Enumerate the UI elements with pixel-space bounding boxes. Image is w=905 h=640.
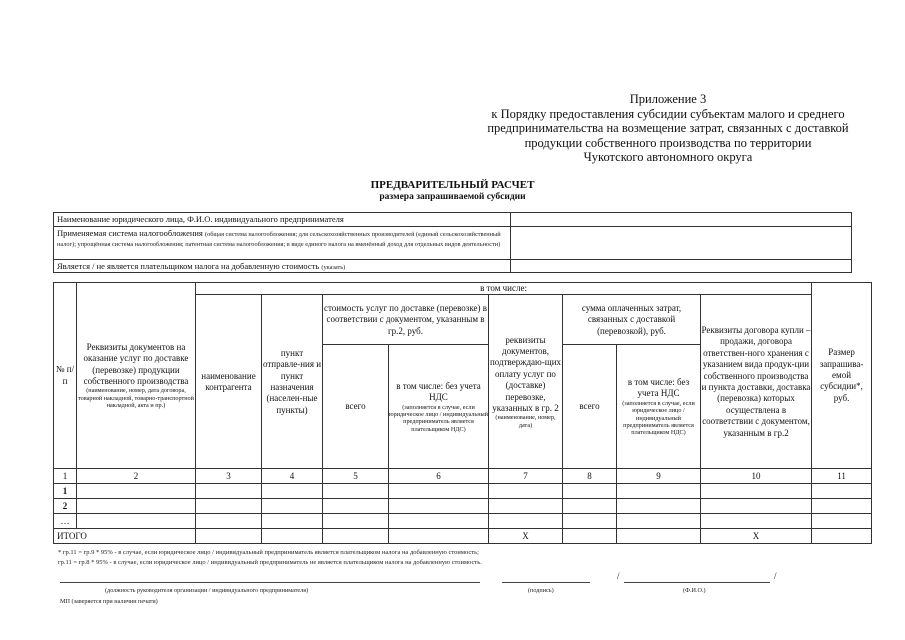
header-paid-total: всего	[563, 345, 617, 469]
header-contract: Реквизиты договора купли – продажи, договора ответствен-ного хранения с указанием вида продук-ции собственного производства и пункта доставки, доставка (перевозка) которых осуществлена в соответствии с документом, указанным в гр.2	[701, 295, 812, 469]
total-label: ИТОГО	[54, 529, 196, 544]
vat-status-cell	[54, 260, 511, 273]
document-subtitle: размера запрашиваемой субсидии	[379, 192, 526, 202]
appendix-line-5: Чукотского автономного округа	[583, 150, 753, 165]
col-number-8: 8	[563, 469, 617, 484]
table-row	[54, 514, 872, 529]
footnote-line-1: * гр.11 = гр.9 * 95% - в случае, если юридическое лицо / индивидуальный предприниматель является плательщиком налога на добавленную стоимость;	[58, 549, 479, 556]
header-documents-main: Реквизиты документов на оказание услуг по доставке (перевозке) продукции собственного производства	[83, 341, 189, 386]
col-number-3: 3	[196, 469, 262, 484]
vat-status-label: Является / не является плательщиком налога на добавленную стоимость	[57, 261, 320, 271]
header-cost-novat	[389, 345, 489, 469]
header-contractor: наименование контрагента	[196, 295, 262, 469]
header-payment-docs-note: (наименование, номер, дата)	[495, 414, 556, 429]
header-subsidy-size: Размер запрашива-емой субсидии*, руб.	[812, 283, 872, 469]
separator-slash-1: /	[617, 571, 620, 581]
total-row	[54, 529, 872, 544]
table-row	[54, 499, 872, 514]
footnote-line-2: гр.11 = гр.8 * 95% - в случае, если юридическое лицо / индивидуальный предприниматель не является плательщиком налога на добавленную стоимость.	[58, 559, 482, 566]
appendix-line-4: продукции собственного производства по территории	[524, 135, 812, 150]
tax-system-value-cell[interactable]	[511, 227, 852, 260]
fio-caption: (Ф.И.О.)	[683, 587, 706, 594]
signature-caption: (подпись)	[528, 587, 554, 594]
total-x-col10: Х	[701, 529, 812, 544]
col-number-4: 4	[262, 469, 323, 484]
header-num: № п/п	[54, 283, 77, 469]
header-payment-docs-main: реквизиты документов, подтверждаю-щих оплату услуг по (доставке) перевозке, указанных в гр. 2	[489, 334, 562, 414]
signature-line[interactable]	[502, 582, 590, 583]
col-number-5: 5	[323, 469, 389, 484]
tax-system-cell	[54, 227, 511, 260]
vat-status-note: (указать)	[321, 264, 346, 271]
appendix-line-3: предпринимательства на возмещение затрат, связанных с доставкой	[487, 121, 849, 136]
tax-system-label: Применяемая система налогообложения	[57, 228, 203, 238]
appendix-header	[468, 92, 868, 165]
name-value-cell[interactable]	[511, 213, 852, 227]
header-points: пункт отправле-ния и пункт назначения (населен-ные пункты)	[262, 295, 323, 469]
header-paid: сумма оплаченных затрат, связанных с доставкой (перевозкой), руб.	[563, 295, 701, 345]
subsidy-calc-table	[53, 282, 872, 544]
document-title: ПРЕДВАРИТЕЛЬНЫЙ РАСЧЕТ	[370, 179, 535, 191]
col-number-9: 9	[617, 469, 701, 484]
header-cost-novat-main: в том числе: без учета НДС	[396, 380, 481, 403]
appendix-line-1: Приложение 3	[629, 92, 707, 106]
position-line[interactable]	[60, 582, 480, 583]
col-number-2: 2	[77, 469, 196, 484]
header-cost: стоимость услуг по доставке (перевозке) в соответствии с документом, указанным в гр.2, руб.	[323, 295, 489, 345]
header-cost-novat-note: (заполняется в случае, если юридическое лицо / индивидуальный предприниматель является плательщиком НДС)	[389, 403, 488, 433]
table-row	[54, 484, 872, 499]
row-label: 1	[54, 484, 77, 499]
header-paid-novat-main: в том числе: без учета НДС	[627, 376, 690, 399]
fio-line[interactable]	[624, 582, 770, 583]
tax-system-note: (общая система налогообложения; для сельскохозяйственных производителей (единый сельскохозяйственный налог); упрощённая система налогообложения; патентная система налогообложения; в виде единого налога на вменённый доход для отдельных видов деятельности)	[57, 231, 501, 248]
col-number-6: 6	[389, 469, 489, 484]
col-number-10: 10	[701, 469, 812, 484]
name-label: Наименование юридического лица, Ф.И.О. индивидуального предпринимателя	[54, 213, 511, 227]
row-label: …	[54, 514, 77, 529]
vat-status-value-cell[interactable]	[511, 260, 852, 273]
applicant-info-table	[53, 212, 852, 273]
column-number-row	[54, 469, 872, 484]
header-paid-novat	[617, 345, 701, 469]
col-number-1: 1	[54, 469, 77, 484]
header-documents	[77, 283, 196, 469]
appendix-line-2: к Порядку предоставления субсидии субъектам малого и среднего	[491, 106, 845, 121]
header-cost-total: всего	[323, 345, 389, 469]
stamp-caption: МП (заверяется при наличии печати)	[60, 598, 158, 605]
header-documents-note: (наименование, номер, дата договора, товарной накладной, товарно-транспортной накладной, акта и пр.)	[78, 387, 194, 410]
header-in-that: в том числе:	[196, 283, 812, 295]
col-number-11: 11	[812, 469, 872, 484]
col-number-7: 7	[489, 469, 563, 484]
header-paid-novat-note: (заполняется в случае, если юридическое лицо / индивидуальный предприниматель является плательщиком НДС)	[622, 399, 695, 437]
total-x-col7: Х	[489, 529, 563, 544]
row-label: 2	[54, 499, 77, 514]
header-payment-docs	[489, 295, 563, 469]
position-caption: (должность руководителя организации / индивидуального предпринимателя)	[105, 587, 309, 594]
separator-slash-2: /	[774, 571, 777, 581]
